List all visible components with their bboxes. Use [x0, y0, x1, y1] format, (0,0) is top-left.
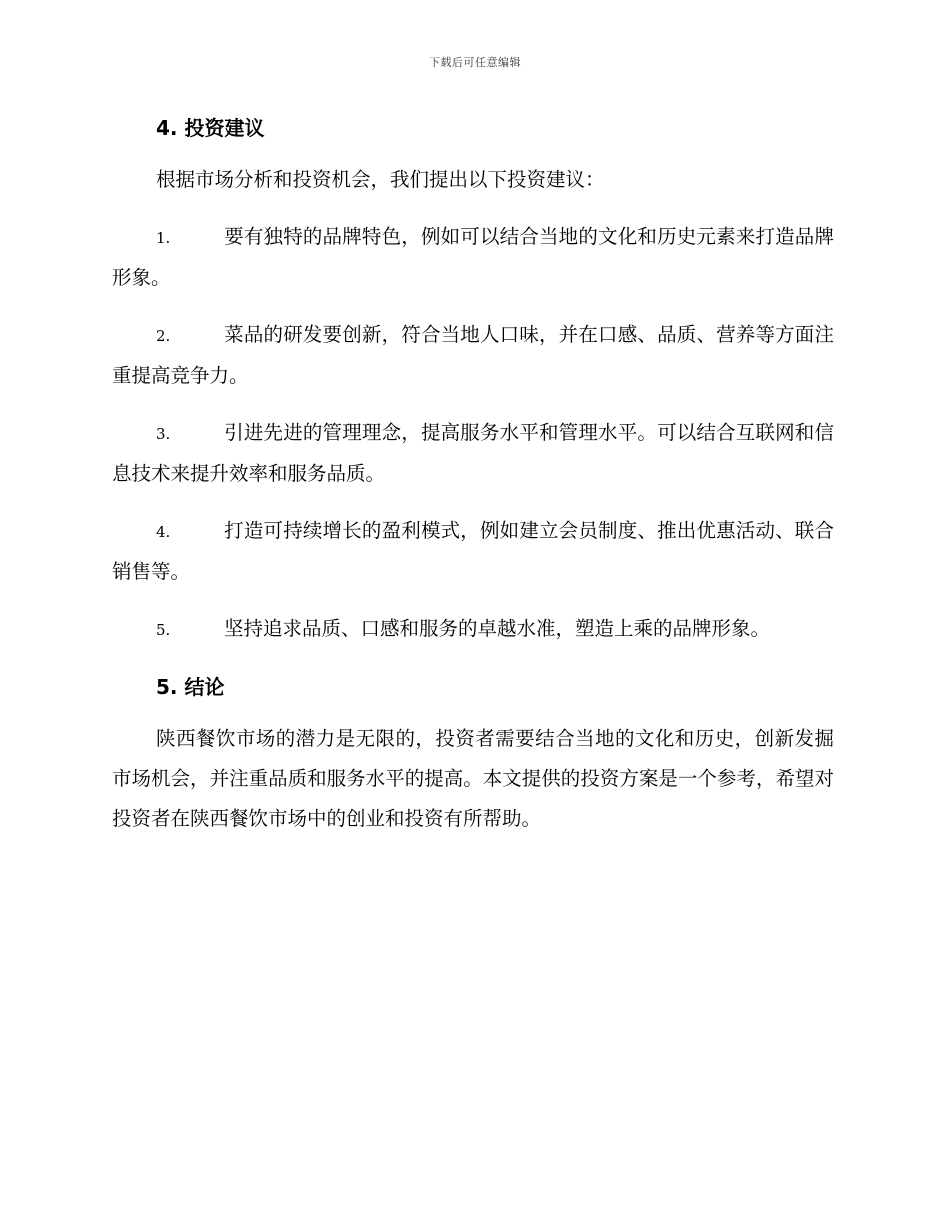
list-item-text: 菜品的研发要创新，符合当地人口味，并在口感、品质、营养等方面注重提高竞争力。	[112, 323, 834, 387]
list-item	[112, 413, 834, 494]
list-item-text: 打造可持续增长的盈利模式，例如建立会员制度、推出优惠活动、联合销售等。	[112, 519, 834, 583]
list-item-number: 2.	[156, 327, 171, 345]
list-item-number: 1.	[156, 229, 171, 247]
list-item-number: 4.	[156, 523, 171, 541]
investment-intro: 根据市场分析和投资机会，我们提出以下投资建议：	[156, 168, 605, 191]
list-item-text: 引进先进的管理理念，提高服务水平和管理水平。可以结合互联网和信息技术来提升效率和服务品质。	[112, 421, 834, 485]
list-item-number: 5.	[156, 621, 171, 639]
section-heading-conclusion: 5. 结论	[156, 675, 225, 699]
list-item	[112, 315, 834, 396]
list-item-text: 坚持追求品质、口感和服务的卓越水准，塑造上乘的品牌形象。	[224, 617, 771, 640]
page-header: 下载后可任意编辑	[429, 56, 521, 69]
list-item-number: 3.	[156, 425, 171, 443]
list-item-text: 要有独特的品牌特色，例如可以结合当地的文化和历史元素来打造品牌形象。	[112, 225, 834, 289]
list-item	[112, 511, 834, 592]
document-body	[112, 108, 834, 856]
list-item	[112, 609, 834, 650]
list-item	[112, 217, 834, 298]
conclusion-body: 陕西餐饮市场的潜力是无限的，投资者需要结合当地的文化和历史，创新发掘市场机会，并注重品质和服务水平的提高。本文提供的投资方案是一个参考，希望对投资者在陕西餐饮市场中的创业和投资有所帮助。	[112, 727, 834, 830]
section-heading-investment: 4. 投资建议	[156, 116, 265, 140]
